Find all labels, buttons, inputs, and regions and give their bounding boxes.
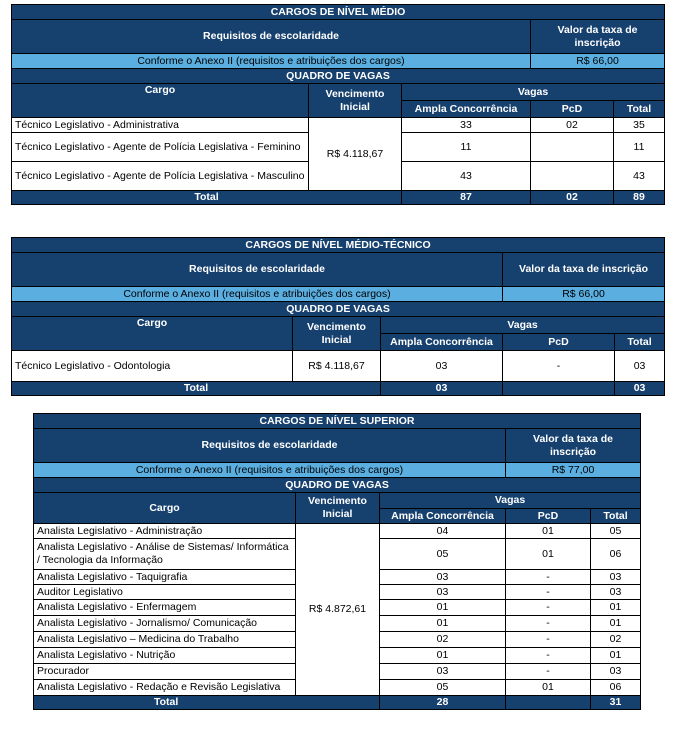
col-total: Total <box>591 509 641 524</box>
quadro-title: QUADRO DE VAGAS <box>34 478 641 493</box>
section-title: CARGOS DE NÍVEL SUPERIOR <box>34 414 641 429</box>
col-ampla: Ampla Concorrência <box>402 101 531 118</box>
ampla-cell: 05 <box>380 680 506 696</box>
tecnico-table <box>11 237 665 396</box>
col-vagas: Vagas <box>381 317 665 334</box>
ampla-cell: 01 <box>380 616 506 632</box>
cargo-cell: Analista Legislativo - Administração <box>34 524 296 539</box>
cargo-cell: Analista Legislativo - Taquigrafia <box>34 570 296 585</box>
section-title: CARGOS DE NÍVEL MÉDIO-TÉCNICO <box>12 238 665 253</box>
pcd-cell: 01 <box>506 680 591 696</box>
col-ampla: Ampla Concorrência <box>380 509 506 524</box>
cargo-cell: Técnico Legislativo - Agente de Polícia Legislativa - Masculino <box>12 162 309 191</box>
col-vagas: Vagas <box>402 84 665 101</box>
total-cell: 01 <box>591 600 641 616</box>
ampla-cell: 03 <box>380 585 506 600</box>
col-pcd: PcD <box>503 334 615 351</box>
cargo-cell: Analista Legislativo - Análise de Sistemas/ Informática / Tecnologia da Informação <box>34 539 296 570</box>
total-label: Total <box>12 382 381 396</box>
ampla-cell: 03 <box>381 351 503 382</box>
section-title: CARGOS DE NÍVEL MÉDIO <box>12 5 665 20</box>
vencimento-cell: R$ 4.872,61 <box>296 524 380 696</box>
taxa-label: Valor da taxa de inscrição <box>506 429 641 463</box>
col-total: Total <box>615 334 665 351</box>
requisitos-label: Requisitos de escolaridade <box>12 253 503 287</box>
pcd-cell: - <box>506 664 591 680</box>
ampla-cell: 04 <box>380 524 506 539</box>
taxa-label: Valor da taxa de inscrição <box>531 20 665 54</box>
pcd-cell: 01 <box>506 524 591 539</box>
quadro-title: QUADRO DE VAGAS <box>12 69 665 84</box>
table-row <box>34 524 641 539</box>
total-cell: 03 <box>591 570 641 585</box>
table-row <box>12 118 665 133</box>
pcd-cell: 02 <box>531 118 614 133</box>
ampla-cell: 11 <box>402 133 531 162</box>
total-cell: 11 <box>614 133 665 162</box>
requisitos-value: Conforme o Anexo II (requisitos e atribuições dos cargos) <box>34 463 506 478</box>
total-row <box>12 382 665 396</box>
requisitos-label: Requisitos de escolaridade <box>12 20 531 54</box>
superior-table <box>33 413 641 710</box>
pcd-cell: - <box>506 648 591 664</box>
ampla-cell: 03 <box>380 570 506 585</box>
requisitos-label: Requisitos de escolaridade <box>34 429 506 463</box>
cargo-cell: Analista Legislativo – Medicina do Trabalho <box>34 632 296 648</box>
taxa-value: R$ 66,00 <box>503 287 665 302</box>
total-row <box>12 191 665 205</box>
total-ampla: 87 <box>402 191 531 205</box>
vencimento-cell: R$ 4.118,67 <box>293 351 381 382</box>
pcd-cell: - <box>506 632 591 648</box>
total-cell: 03 <box>591 664 641 680</box>
ampla-cell: 01 <box>380 648 506 664</box>
table-row <box>12 351 665 382</box>
col-vagas: Vagas <box>380 493 641 509</box>
total-ampla: 28 <box>380 696 506 710</box>
medio-table <box>11 4 665 205</box>
total-cell: 03 <box>591 585 641 600</box>
taxa-label: Valor da taxa de inscrição <box>503 253 665 287</box>
total-total: 89 <box>614 191 665 205</box>
vencimento-cell: R$ 4.118,67 <box>309 118 402 191</box>
ampla-cell: 01 <box>380 600 506 616</box>
cargo-cell: Procurador <box>34 664 296 680</box>
cargo-cell: Técnico Legislativo - Odontologia <box>12 351 293 382</box>
pcd-cell: - <box>503 351 615 382</box>
ampla-cell: 43 <box>402 162 531 191</box>
total-label: Total <box>12 191 402 205</box>
total-pcd <box>506 696 591 710</box>
requisitos-value: Conforme o Anexo II (requisitos e atribuições dos cargos) <box>12 287 503 302</box>
cargo-cell: Técnico Legislativo - Administrativa <box>12 118 309 133</box>
col-pcd: PcD <box>531 101 614 118</box>
total-cell: 01 <box>591 648 641 664</box>
total-pcd: 02 <box>531 191 614 205</box>
pcd-cell: 01 <box>506 539 591 570</box>
cargo-cell: Técnico Legislativo - Agente de Polícia Legislativa - Feminino <box>12 133 309 162</box>
col-vencimento: Vencimento Inicial <box>309 84 402 118</box>
total-cell: 35 <box>614 118 665 133</box>
total-total: 03 <box>615 382 665 396</box>
total-cell: 03 <box>615 351 665 382</box>
cargo-cell: Analista Legislativo - Redação e Revisão Legislativa <box>34 680 296 696</box>
ampla-cell: 02 <box>380 632 506 648</box>
col-total: Total <box>614 101 665 118</box>
total-pcd <box>503 382 615 396</box>
total-cell: 43 <box>614 162 665 191</box>
col-cargo: Cargo <box>34 493 296 524</box>
ampla-cell: 05 <box>380 539 506 570</box>
ampla-cell: 03 <box>380 664 506 680</box>
total-cell: 06 <box>591 680 641 696</box>
cargo-cell: Analista Legislativo - Nutrição <box>34 648 296 664</box>
col-cargo: Cargo <box>12 317 293 351</box>
total-cell: 06 <box>591 539 641 570</box>
ampla-cell: 33 <box>402 118 531 133</box>
col-cargo: Cargo <box>12 84 309 118</box>
col-vencimento: Vencimento Inicial <box>293 317 381 351</box>
total-cell: 01 <box>591 616 641 632</box>
cargo-cell: Analista Legislativo - Enfermagem <box>34 600 296 616</box>
pcd-cell: - <box>506 600 591 616</box>
total-cell: 02 <box>591 632 641 648</box>
pcd-cell <box>531 133 614 162</box>
total-row <box>34 696 641 710</box>
quadro-title: QUADRO DE VAGAS <box>12 302 665 317</box>
pcd-cell: - <box>506 616 591 632</box>
taxa-value: R$ 66,00 <box>531 54 665 69</box>
pcd-cell: - <box>506 585 591 600</box>
total-ampla: 03 <box>381 382 503 396</box>
total-total: 31 <box>591 696 641 710</box>
total-cell: 05 <box>591 524 641 539</box>
cargo-cell: Auditor Legislativo <box>34 585 296 600</box>
col-vencimento: Vencimento Inicial <box>296 493 380 524</box>
col-ampla: Ampla Concorrência <box>381 334 503 351</box>
requisitos-value: Conforme o Anexo II (requisitos e atribuições dos cargos) <box>12 54 531 69</box>
taxa-value: R$ 77,00 <box>506 463 641 478</box>
pcd-cell: - <box>506 570 591 585</box>
col-pcd: PcD <box>506 509 591 524</box>
total-label: Total <box>34 696 380 710</box>
cargo-cell: Analista Legislativo - Jornalismo/ Comunicação <box>34 616 296 632</box>
pcd-cell <box>531 162 614 191</box>
